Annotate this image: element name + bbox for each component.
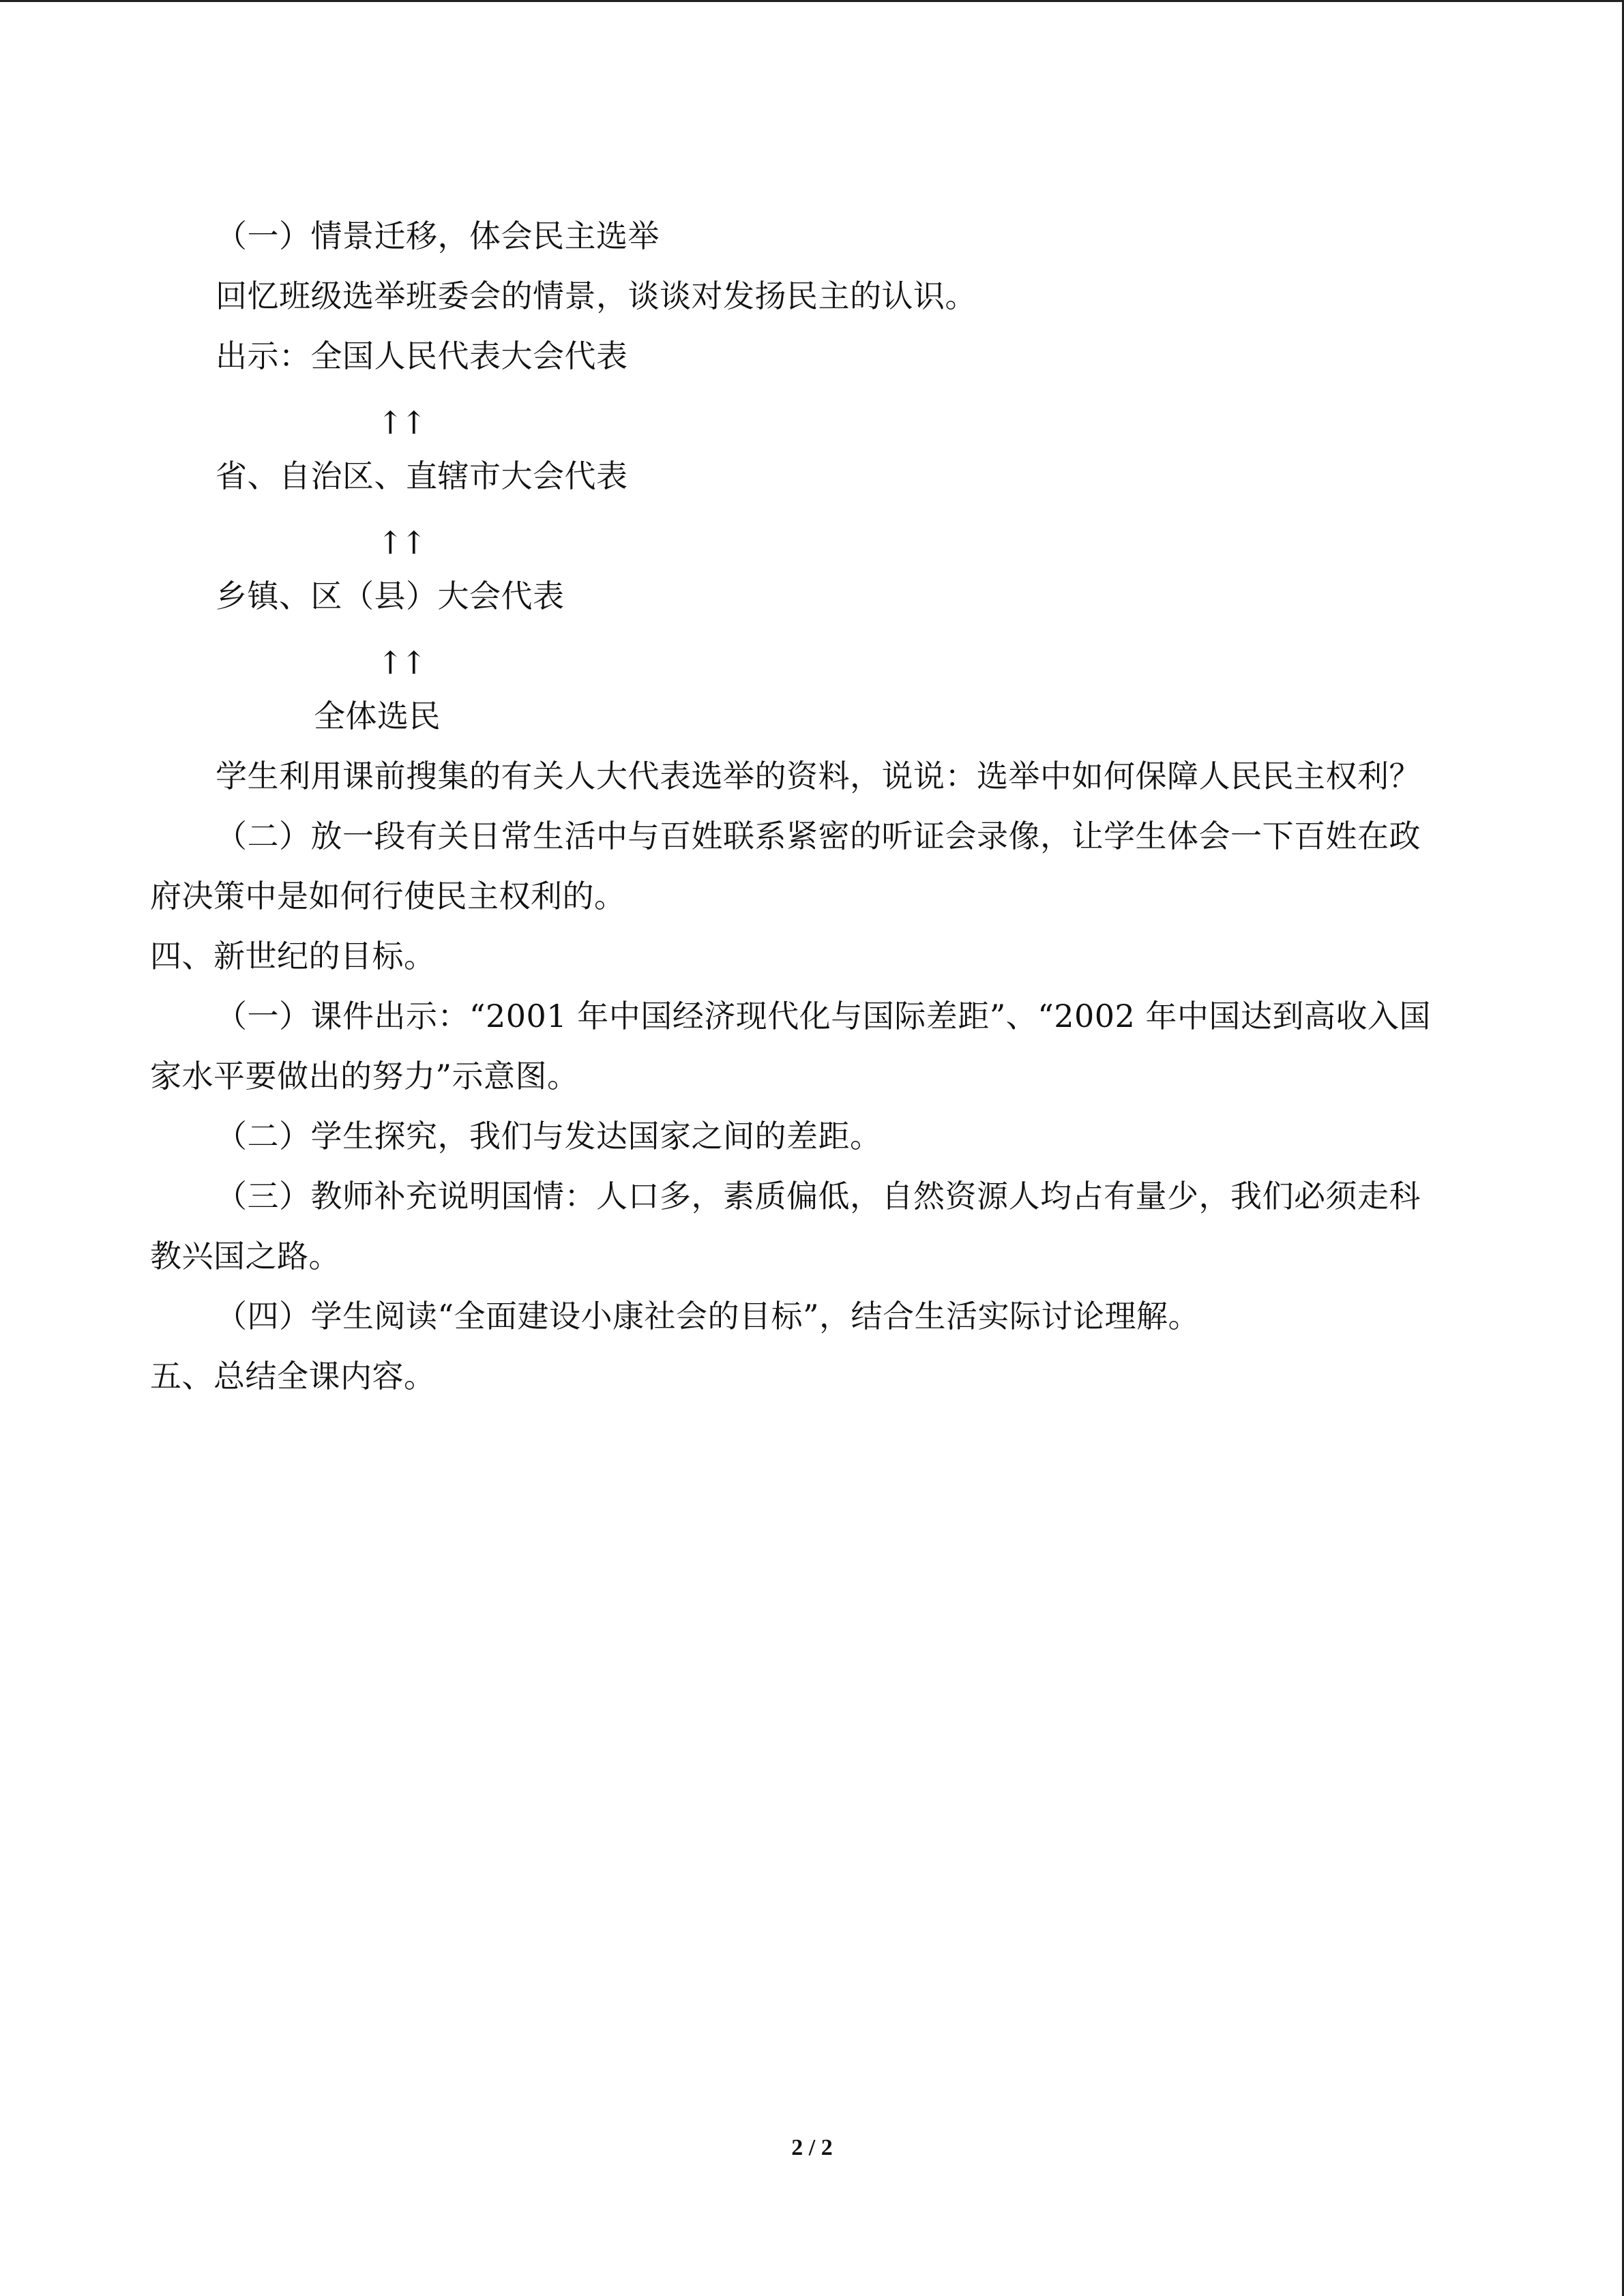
paragraph-line: 乡镇、区（县）大会代表 (216, 578, 565, 614)
section-heading-5: 五、总结全课内容。 (150, 1358, 436, 1395)
paragraph-line: 出示：全国人民代表大会代表 (216, 338, 628, 374)
paragraph-line: （三）教师补充说明国情：人口多，素质偏低，自然资源人均占有量少，我们必须走科 (216, 1178, 1421, 1214)
paragraph-line: 回忆班级选举班委会的情景，谈谈对发扬民主的认识。 (216, 278, 977, 314)
paragraph-line: （二）学生探究，我们与发达国家之间的差距。 (216, 1118, 882, 1154)
paragraph-line: 教兴国之路。 (150, 1238, 340, 1274)
paragraph-line: 学生利用课前搜集的有关人大代表选举的资料，说说：选举中如何保障人民民主权利？ (216, 758, 1421, 794)
paragraph-line: 省、自治区、直辖市大会代表 (216, 458, 628, 494)
paragraph-line: （一）课件出示：“2001 年中国经济现代化与国际差距”、“2002 年中国达到高收入国 (216, 998, 1431, 1034)
section-heading-1: （一）情景迁移，体会民主选举 (216, 218, 660, 254)
page-number: 2 / 2 (791, 2135, 833, 2160)
section-heading-4: 四、新世纪的目标。 (150, 938, 436, 974)
up-arrow-icon: ↑↑ (377, 404, 425, 441)
up-arrow-icon: ↑↑ (377, 524, 425, 561)
paragraph-line: （二）放一段有关日常生活中与百姓联系紧密的听证会录像，让学生体会一下百姓在政 (216, 818, 1421, 854)
paragraph-line: 家水平要做出的努力”示意图。 (150, 1058, 579, 1094)
paragraph-line: （四）学生阅读“全面建设小康社会的目标”，结合生活实际讨论理解。 (216, 1298, 1200, 1335)
paragraph-line: 全体选民 (314, 698, 441, 734)
paragraph-line: 府决策中是如何行使民主权利的。 (150, 878, 626, 914)
up-arrow-icon: ↑↑ (377, 644, 425, 681)
